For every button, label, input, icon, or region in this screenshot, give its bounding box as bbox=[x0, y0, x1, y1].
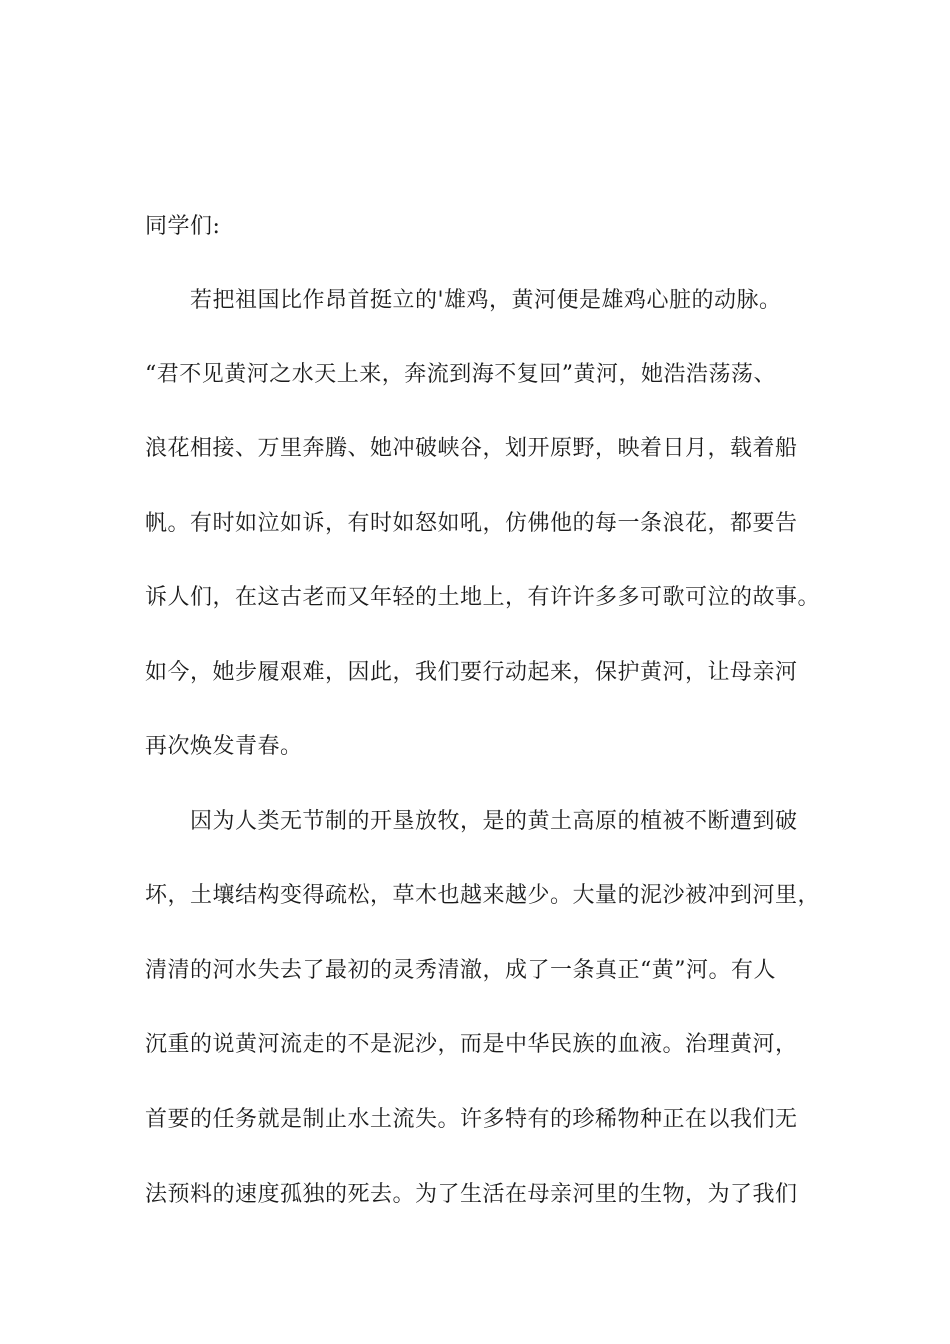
paragraph-2-line-4: 沉重的说黄河流走的不是泥沙，而是中华民族的血液。治理黄河， bbox=[145, 1032, 798, 1057]
paragraph-2-line-6: 法预料的速度孤独的死去。为了生活在母亲河里的生物，为了我们 bbox=[145, 1182, 798, 1207]
paragraph-1-line-2: “君不见黄河之水天上来，奔流到海不复回”黄河，她浩浩荡荡、 bbox=[145, 362, 776, 387]
paragraph-1-line-4: 帆。有时如泣如诉，有时如怒如吼，仿佛他的每一条浪花，都要告 bbox=[145, 511, 798, 536]
paragraph-2-line-3: 清清的河水失去了最初的灵秀清澈，成了一条真正“黄”河。有人 bbox=[145, 958, 776, 983]
paragraph-1-line-6: 如今，她步履艰难，因此，我们要行动起来，保护黄河，让母亲河 bbox=[145, 660, 798, 685]
salutation: 同学们: bbox=[145, 214, 221, 239]
paragraph-1-line-3: 浪花相接、万里奔腾、她冲破峡谷，划开原野，映着日月，载着船 bbox=[145, 436, 798, 461]
paragraph-2-line-1: 因为人类无节制的开垦放牧，是的黄土高原的植被不断遭到破 bbox=[190, 809, 798, 834]
paragraph-1-line-5: 诉人们，在这古老而又年轻的土地上，有许许多多可歌可泣的故事。 bbox=[145, 585, 821, 610]
paragraph-2-line-2: 坏，土壤结构变得疏松，草木也越来越少。大量的泥沙被冲到河里， bbox=[145, 883, 821, 908]
paragraph-1-line-1: 若把祖国比作昂首挺立的'雄鸡，黄河便是雄鸡心脏的动脉。 bbox=[190, 288, 782, 313]
paragraph-2-line-5: 首要的任务就是制止水土流失。许多特有的珍稀物种正在以我们无 bbox=[145, 1107, 798, 1132]
paragraph-1-line-7: 再次焕发青春。 bbox=[145, 734, 303, 759]
